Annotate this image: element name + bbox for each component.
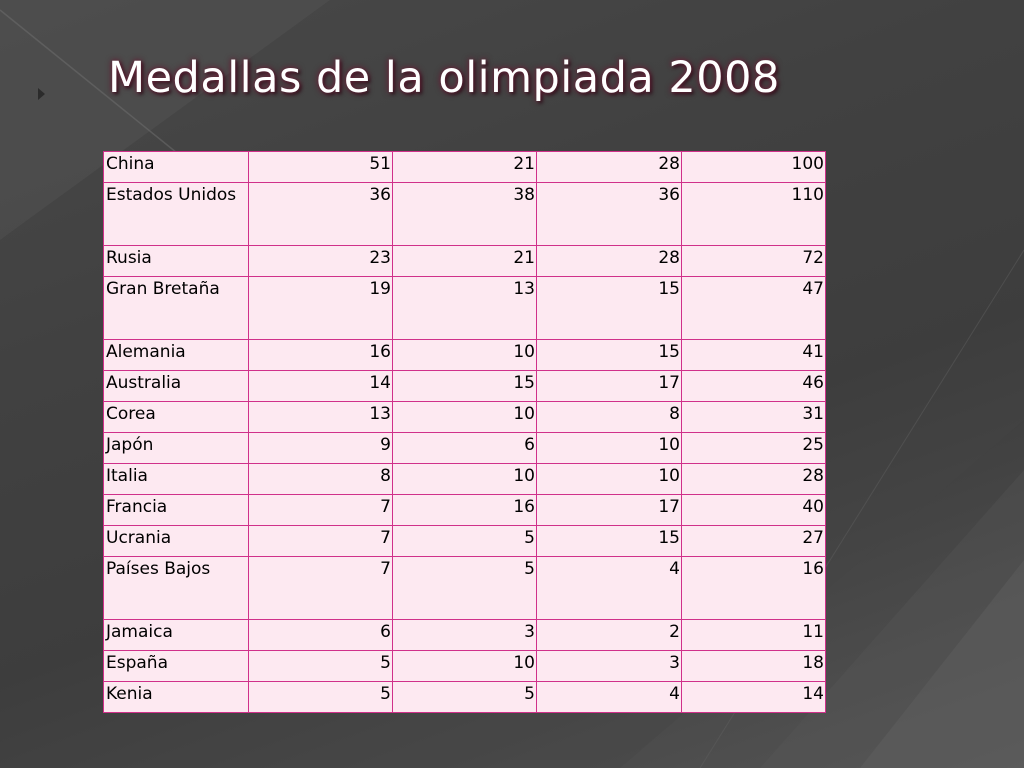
value-cell: 23 [249,246,393,277]
value-cell: 41 [682,340,826,371]
value-cell: 72 [682,246,826,277]
country-cell: Francia [104,495,249,526]
value-cell: 7 [249,526,393,557]
value-cell: 36 [249,183,393,246]
table-row [104,246,826,277]
value-cell: 6 [249,620,393,651]
medal-table [103,151,826,713]
country-cell: España [104,651,249,682]
country-cell: Países Bajos [104,557,249,620]
table-row [104,557,826,620]
value-cell: 28 [537,246,682,277]
value-cell: 5 [249,682,393,713]
value-cell: 9 [249,433,393,464]
country-cell: Italia [104,464,249,495]
table-row [104,464,826,495]
value-cell: 4 [537,682,682,713]
value-cell: 3 [537,651,682,682]
value-cell: 25 [682,433,826,464]
value-cell: 14 [249,371,393,402]
table-row [104,277,826,340]
table-row [104,526,826,557]
country-cell: Jamaica [104,620,249,651]
country-cell: Estados Unidos [104,183,249,246]
table-row [104,682,826,713]
value-cell: 17 [537,495,682,526]
value-cell: 5 [393,682,537,713]
value-cell: 28 [537,152,682,183]
value-cell: 16 [393,495,537,526]
value-cell: 5 [393,526,537,557]
value-cell: 7 [249,495,393,526]
value-cell: 31 [682,402,826,433]
value-cell: 110 [682,183,826,246]
value-cell: 15 [537,526,682,557]
value-cell: 10 [393,340,537,371]
value-cell: 36 [537,183,682,246]
value-cell: 16 [249,340,393,371]
value-cell: 7 [249,557,393,620]
medal-table-body [104,152,826,713]
value-cell: 15 [393,371,537,402]
value-cell: 5 [249,651,393,682]
value-cell: 14 [682,682,826,713]
value-cell: 16 [682,557,826,620]
table-row [104,433,826,464]
value-cell: 10 [393,402,537,433]
value-cell: 51 [249,152,393,183]
value-cell: 3 [393,620,537,651]
country-cell: Australia [104,371,249,402]
table-row [104,495,826,526]
table-row [104,651,826,682]
value-cell: 11 [682,620,826,651]
value-cell: 13 [249,402,393,433]
table-row [104,340,826,371]
value-cell: 27 [682,526,826,557]
table-row [104,183,826,246]
country-cell: China [104,152,249,183]
value-cell: 13 [393,277,537,340]
value-cell: 21 [393,246,537,277]
country-cell: Japón [104,433,249,464]
slide-title: Medallas de la olimpiada 2008 [108,53,780,103]
value-cell: 10 [537,433,682,464]
value-cell: 6 [393,433,537,464]
value-cell: 100 [682,152,826,183]
value-cell: 15 [537,277,682,340]
value-cell: 17 [537,371,682,402]
value-cell: 10 [393,464,537,495]
country-cell: Gran Bretaña [104,277,249,340]
value-cell: 15 [537,340,682,371]
country-cell: Corea [104,402,249,433]
title-bullet-icon [38,88,45,100]
value-cell: 19 [249,277,393,340]
table-row [104,371,826,402]
value-cell: 28 [682,464,826,495]
value-cell: 8 [537,402,682,433]
value-cell: 18 [682,651,826,682]
table-row [104,152,826,183]
country-cell: Kenia [104,682,249,713]
value-cell: 10 [537,464,682,495]
table-row [104,620,826,651]
value-cell: 2 [537,620,682,651]
value-cell: 47 [682,277,826,340]
value-cell: 40 [682,495,826,526]
country-cell: Alemania [104,340,249,371]
country-cell: Rusia [104,246,249,277]
country-cell: Ucrania [104,526,249,557]
value-cell: 5 [393,557,537,620]
table-row [104,402,826,433]
value-cell: 38 [393,183,537,246]
value-cell: 4 [537,557,682,620]
value-cell: 21 [393,152,537,183]
value-cell: 8 [249,464,393,495]
value-cell: 10 [393,651,537,682]
value-cell: 46 [682,371,826,402]
